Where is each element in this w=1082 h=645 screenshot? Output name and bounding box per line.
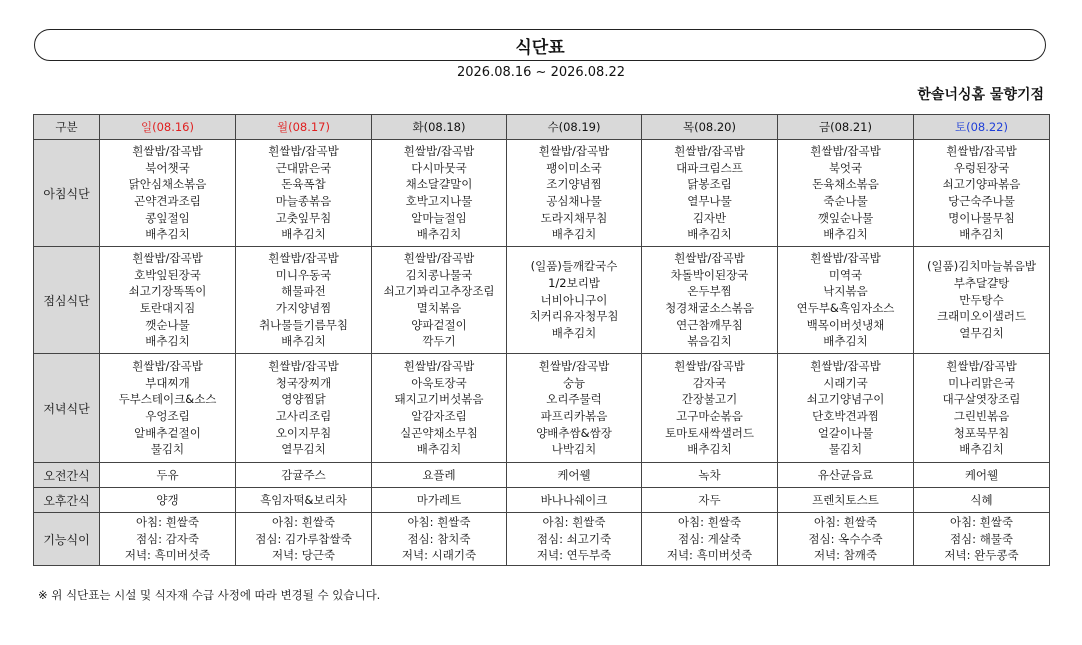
menu-item: 배추김치 bbox=[687, 227, 732, 242]
menu-item: 저녁: 참깨죽 bbox=[813, 548, 878, 563]
menu-item: 두유 bbox=[156, 467, 179, 482]
menu-item: 흰쌀밥/잡곡밥 bbox=[538, 358, 610, 373]
menu-item: 다시마뭇국 bbox=[411, 160, 467, 175]
menu-item: 쇠고기양념구이 bbox=[806, 392, 885, 407]
menu-item: 아침: 흰쌀죽 bbox=[949, 514, 1014, 529]
menu-item: 깍두기 bbox=[422, 334, 456, 349]
menu-item: 죽순나물 bbox=[823, 194, 868, 208]
menu-cell bbox=[372, 513, 507, 566]
date-range: 2026.08.16 ~ 2026.08.22 bbox=[456, 65, 626, 80]
menu-item: 대구살엿장조림 bbox=[942, 392, 1021, 407]
day-header: 금(08.21) bbox=[778, 115, 914, 140]
menu-item: 취나물들기름무침 bbox=[259, 317, 348, 332]
menu-cell bbox=[642, 140, 778, 247]
menu-item: 흰쌀밥/잡곡밥 bbox=[810, 358, 881, 373]
menu-item: 치커리유자청무침 bbox=[529, 309, 619, 324]
menu-cell bbox=[507, 488, 642, 513]
menu-item: 멸치볶음 bbox=[416, 301, 462, 315]
menu-item: 곤약견과조림 bbox=[134, 194, 201, 208]
meal-row bbox=[34, 513, 1050, 566]
menu-item: 아욱토장국 bbox=[411, 375, 467, 390]
menu-cell bbox=[642, 488, 778, 513]
menu-cell bbox=[642, 354, 778, 463]
menu-item: 흰쌀밥/잡곡밥 bbox=[132, 358, 203, 373]
menu-item: 배추김치 bbox=[281, 334, 326, 349]
menu-item: 고구마순볶음 bbox=[676, 409, 743, 423]
menu-cell bbox=[778, 354, 914, 463]
menu-cell bbox=[778, 488, 914, 513]
menu-item: 백목이버섯냉채 bbox=[806, 317, 885, 332]
menu-cell bbox=[778, 140, 914, 247]
meal-row bbox=[34, 247, 1050, 354]
footnote: ※ 위 식단표는 시설 및 식자재 수급 사정에 따라 변경될 수 있습니다. bbox=[38, 588, 381, 602]
menu-item: 흰쌀밥/잡곡밥 bbox=[268, 143, 339, 158]
menu-item: 청포묵무침 bbox=[953, 425, 1010, 440]
menu-item: 미나리맑은국 bbox=[948, 375, 1015, 390]
menu-item: 채소달걀말이 bbox=[405, 177, 473, 192]
menu-item: 흰쌀밥/잡곡밥 bbox=[946, 358, 1017, 373]
menu-item: 근대맑은국 bbox=[275, 160, 332, 175]
menu-cell bbox=[914, 140, 1050, 247]
menu-item: 프렌치토스트 bbox=[812, 492, 879, 507]
menu-item: 마가레트 bbox=[416, 492, 462, 507]
day-header: 월(08.17) bbox=[236, 115, 372, 140]
menu-item: 배추김치 bbox=[281, 227, 326, 242]
menu-item: 자두 bbox=[698, 492, 721, 507]
meal-row-label: 오후간식 bbox=[34, 488, 100, 513]
menu-item: 당근숙주나물 bbox=[948, 194, 1015, 208]
menu-item: 흰쌀밥/잡곡밥 bbox=[268, 358, 339, 373]
menu-item: 오리주물럭 bbox=[546, 392, 602, 407]
menu-item: 두부스테이크&소스 bbox=[118, 392, 217, 407]
menu-item: 부추달걀탕 bbox=[953, 275, 1010, 290]
menu-item: 김자반 bbox=[692, 210, 727, 225]
menu-item: 열무김치 bbox=[281, 442, 326, 457]
menu-item: 팽이미소국 bbox=[546, 160, 602, 175]
menu-item: 대파크림스프 bbox=[676, 160, 743, 175]
menu-item: 고춧잎무침 bbox=[275, 210, 332, 225]
menu-cell bbox=[642, 247, 778, 354]
menu-cell bbox=[236, 463, 372, 488]
menu-item: 저녁: 연두부죽 bbox=[536, 548, 612, 563]
menu-item: 크래미오이샐러드 bbox=[937, 309, 1026, 324]
menu-item: 점심: 해물죽 bbox=[949, 531, 1014, 546]
menu-item: 얼갈이나물 bbox=[817, 425, 874, 440]
menu-item: 미니우동국 bbox=[275, 267, 332, 282]
menu-item: 마늘종볶음 bbox=[275, 194, 332, 208]
menu-item: 연두부&흑임자소스 bbox=[796, 301, 895, 315]
menu-item: 조기양념찜 bbox=[546, 177, 602, 192]
menu-cell bbox=[236, 513, 372, 566]
header-category: 구분 bbox=[34, 115, 100, 140]
menu-item: 김치콩나물국 bbox=[405, 267, 473, 282]
menu-item: 나박김치 bbox=[551, 442, 597, 457]
day-header: 목(08.20) bbox=[642, 115, 778, 140]
menu-item: 열무나물 bbox=[687, 194, 732, 208]
menu-item: 배추김치 bbox=[145, 227, 190, 242]
menu-item: 흰쌀밥/잡곡밥 bbox=[403, 358, 475, 373]
meal-row bbox=[34, 354, 1050, 463]
menu-item: 흰쌀밥/잡곡밥 bbox=[538, 143, 610, 158]
menu-cell bbox=[778, 513, 914, 566]
menu-item: 아침: 흰쌀죽 bbox=[271, 514, 336, 529]
menu-item: 토마토새싹샐러드 bbox=[665, 425, 754, 440]
menu-item: 양갱 bbox=[156, 492, 179, 507]
menu-item: 고사리조림 bbox=[275, 409, 332, 423]
day-header: 일(08.16) bbox=[100, 115, 236, 140]
menu-item: 아침: 흰쌀죽 bbox=[407, 514, 471, 529]
menu-cell bbox=[236, 140, 372, 247]
menu-item: 배추김치 bbox=[551, 326, 597, 341]
menu-item: 양파겉절이 bbox=[411, 317, 467, 332]
day-header: 토(08.22) bbox=[914, 115, 1050, 140]
menu-item: 점심: 게살죽 bbox=[677, 531, 742, 546]
menu-cell bbox=[100, 463, 236, 488]
menu-item: 알감자조림 bbox=[411, 409, 467, 423]
menu-item: 돈육채소볶음 bbox=[812, 177, 879, 192]
menu-item: 녹차 bbox=[698, 467, 721, 482]
menu-item: 식혜 bbox=[970, 492, 993, 507]
menu-cell bbox=[100, 488, 236, 513]
menu-item: 점심: 참치죽 bbox=[407, 531, 471, 546]
menu-item: 배추김치 bbox=[551, 227, 597, 242]
menu-item: 우엉조림 bbox=[145, 409, 190, 423]
menu-item: 열무김치 bbox=[959, 326, 1004, 341]
menu-item: 단호박견과찜 bbox=[812, 409, 879, 423]
menu-item: 파프리카볶음 bbox=[540, 409, 608, 423]
menu-item: 배추김치 bbox=[823, 227, 868, 242]
menu-cell bbox=[372, 247, 507, 354]
menu-item: 흰쌀밥/잡곡밥 bbox=[132, 250, 203, 265]
menu-cell bbox=[372, 354, 507, 463]
menu-cell bbox=[372, 488, 507, 513]
menu-item: 실곤약채소무침 bbox=[400, 425, 478, 440]
menu-item: 그린빈볶음 bbox=[953, 409, 1010, 423]
menu-item: (일품)김치마늘볶음밥 bbox=[927, 259, 1036, 274]
menu-item: 점심: 쇠고기죽 bbox=[536, 531, 612, 546]
menu-cell bbox=[372, 463, 507, 488]
meal-row-label: 저녁식단 bbox=[34, 354, 100, 463]
menu-item: 아침: 흰쌀죽 bbox=[677, 514, 742, 529]
menu-cell bbox=[778, 247, 914, 354]
menu-item: 시래기국 bbox=[823, 375, 868, 390]
menu-item: 배추김치 bbox=[687, 442, 732, 457]
menu-item: 가지양념찜 bbox=[275, 301, 332, 315]
menu-item: 배추김치 bbox=[416, 227, 462, 242]
menu-item: 흰쌀밥/잡곡밥 bbox=[403, 143, 475, 158]
menu-item: 알배추겉절이 bbox=[134, 425, 201, 440]
menu-item: 오이지무침 bbox=[275, 425, 332, 440]
menu-item: 돈육폭찹 bbox=[281, 177, 326, 192]
table-header-row bbox=[34, 115, 1050, 140]
menu-item: 연근참깨무침 bbox=[676, 317, 743, 332]
menu-item: 저녁: 당근죽 bbox=[271, 548, 336, 563]
menu-item: 아침: 흰쌀죽 bbox=[542, 514, 606, 529]
menu-table bbox=[33, 114, 1050, 566]
menu-item: 배추김치 bbox=[959, 442, 1004, 457]
menu-item: 영양찜닭 bbox=[281, 392, 326, 407]
menu-cell bbox=[236, 488, 372, 513]
menu-item: 배추김치 bbox=[145, 334, 190, 349]
menu-item: 너비아니구이 bbox=[540, 292, 608, 307]
menu-item: 차돌박이된장국 bbox=[670, 267, 749, 282]
menu-item: 흰쌀밥/잡곡밥 bbox=[403, 250, 475, 265]
menu-item: 청국장찌개 bbox=[275, 375, 332, 390]
menu-item: 아침: 흰쌀죽 bbox=[813, 514, 878, 529]
menu-cell bbox=[507, 247, 642, 354]
menu-cell bbox=[914, 488, 1050, 513]
menu-item: 케어웰 bbox=[964, 467, 999, 482]
menu-item: 감귤주스 bbox=[281, 467, 326, 482]
menu-item: 호박고지나물 bbox=[405, 194, 473, 208]
menu-cell bbox=[236, 354, 372, 463]
menu-item: 닭봉조림 bbox=[687, 177, 732, 192]
menu-cell bbox=[100, 513, 236, 566]
menu-item: 케어웰 bbox=[557, 467, 591, 482]
menu-item: 부대찌개 bbox=[145, 375, 190, 390]
menu-item: 흰쌀밥/잡곡밥 bbox=[810, 250, 881, 265]
menu-cell bbox=[914, 354, 1050, 463]
menu-cell bbox=[507, 463, 642, 488]
menu-item: 흰쌀밥/잡곡밥 bbox=[132, 143, 203, 158]
menu-item: 아침: 흰쌀죽 bbox=[135, 514, 200, 529]
menu-cell bbox=[642, 513, 778, 566]
menu-item: 흰쌀밥/잡곡밥 bbox=[674, 143, 745, 158]
menu-item: 쇠고기양파볶음 bbox=[942, 177, 1021, 192]
menu-cell bbox=[236, 247, 372, 354]
menu-cell bbox=[507, 354, 642, 463]
menu-item: 점심: 옥수수죽 bbox=[808, 531, 883, 546]
menu-item: 저녁: 흑미버섯죽 bbox=[666, 548, 753, 563]
day-header: 수(08.19) bbox=[507, 115, 642, 140]
menu-item: 간장불고기 bbox=[681, 392, 738, 407]
menu-item: 온두부찜 bbox=[687, 284, 732, 299]
meal-row-label: 오전간식 bbox=[34, 463, 100, 488]
menu-item: 북엇국 bbox=[828, 160, 863, 175]
menu-item: 1/2보리밥 bbox=[548, 275, 600, 290]
menu-item: 명이나물무침 bbox=[948, 210, 1015, 225]
menu-cell bbox=[914, 463, 1050, 488]
menu-item: 흰쌀밥/잡곡밥 bbox=[810, 143, 881, 158]
menu-item: 흰쌀밥/잡곡밥 bbox=[674, 358, 745, 373]
menu-item: 감자국 bbox=[692, 375, 727, 390]
menu-item: 흰쌀밥/잡곡밥 bbox=[946, 143, 1017, 158]
menu-item: 점심: 감자죽 bbox=[135, 531, 200, 546]
menu-item: 저녁: 시래기죽 bbox=[401, 548, 477, 563]
menu-item: 숭늉 bbox=[562, 375, 586, 390]
meal-row-label: 점심식단 bbox=[34, 247, 100, 354]
meal-row bbox=[34, 140, 1050, 247]
meal-row-label: 아침식단 bbox=[34, 140, 100, 247]
day-header: 화(08.18) bbox=[372, 115, 507, 140]
menu-cell bbox=[100, 247, 236, 354]
menu-cell bbox=[372, 140, 507, 247]
table-body bbox=[34, 140, 1050, 566]
menu-item: 해물파전 bbox=[281, 284, 326, 299]
menu-item: 공심채나물 bbox=[546, 194, 602, 208]
menu-item: 배추김치 bbox=[823, 334, 868, 349]
menu-item: 배추김치 bbox=[416, 442, 462, 457]
menu-item: 낙지볶음 bbox=[823, 284, 868, 299]
menu-item: 토란대지짐 bbox=[139, 301, 196, 315]
menu-item: 돼지고기버섯볶음 bbox=[394, 392, 484, 407]
menu-item: 미역국 bbox=[828, 267, 863, 282]
menu-item: 알마늘절임 bbox=[411, 210, 467, 225]
menu-item: 저녁: 완두콩죽 bbox=[944, 548, 1019, 563]
menu-cell bbox=[507, 513, 642, 566]
facility-name: 한솔너싱홈 물향기점 bbox=[917, 87, 1044, 103]
menu-item: 배추김치 bbox=[959, 227, 1004, 242]
menu-item: 도라지채무침 bbox=[540, 210, 608, 225]
page-title-text: 식단표 bbox=[515, 37, 565, 58]
menu-item: 저녁: 흑미버섯죽 bbox=[124, 548, 211, 563]
menu-cell bbox=[100, 354, 236, 463]
menu-item: 흑임자떡&보리차 bbox=[260, 492, 347, 507]
menu-item: 만두탕수 bbox=[959, 292, 1004, 307]
menu-item: 닭안심채소볶음 bbox=[128, 177, 207, 192]
menu-item: 쇠고기꽈리고추장조림 bbox=[383, 284, 495, 299]
menu-item: 우렁된장국 bbox=[953, 160, 1010, 175]
menu-item: (일품)들깨칼국수 bbox=[530, 259, 618, 274]
menu-item: 바나나쉐이크 bbox=[540, 492, 608, 507]
menu-item: 호박잎된장국 bbox=[134, 267, 201, 282]
menu-item: 요플레 bbox=[422, 467, 456, 482]
menu-cell bbox=[914, 247, 1050, 354]
menu-item: 흰쌀밥/잡곡밥 bbox=[268, 250, 339, 265]
menu-cell bbox=[642, 463, 778, 488]
menu-item: 깻잎순나물 bbox=[817, 210, 874, 225]
menu-item: 콩잎절임 bbox=[145, 210, 190, 225]
menu-item: 물김치 bbox=[150, 442, 185, 457]
menu-item: 흰쌀밥/잡곡밥 bbox=[674, 250, 745, 265]
meal-row-label: 기능식이 bbox=[34, 513, 100, 566]
menu-cell bbox=[507, 140, 642, 247]
menu-item: 점심: 김가루찹쌀죽 bbox=[255, 531, 352, 546]
menu-item: 물김치 bbox=[828, 442, 863, 457]
menu-item: 북어챗국 bbox=[145, 160, 190, 175]
menu-item: 볶음김치 bbox=[687, 334, 732, 349]
menu-item: 쇠고기장똑똑이 bbox=[128, 284, 207, 299]
menu-item: 깻순나물 bbox=[145, 317, 190, 332]
meal-row bbox=[34, 463, 1050, 488]
meal-row bbox=[34, 488, 1050, 513]
menu-item: 양배추쌈&쌈장 bbox=[536, 425, 612, 440]
menu-cell bbox=[914, 513, 1050, 566]
menu-cell bbox=[100, 140, 236, 247]
menu-cell bbox=[778, 463, 914, 488]
page-title bbox=[34, 29, 1046, 61]
menu-item: 청경채굴소스볶음 bbox=[665, 301, 754, 315]
menu-item: 유산균음료 bbox=[817, 467, 874, 482]
